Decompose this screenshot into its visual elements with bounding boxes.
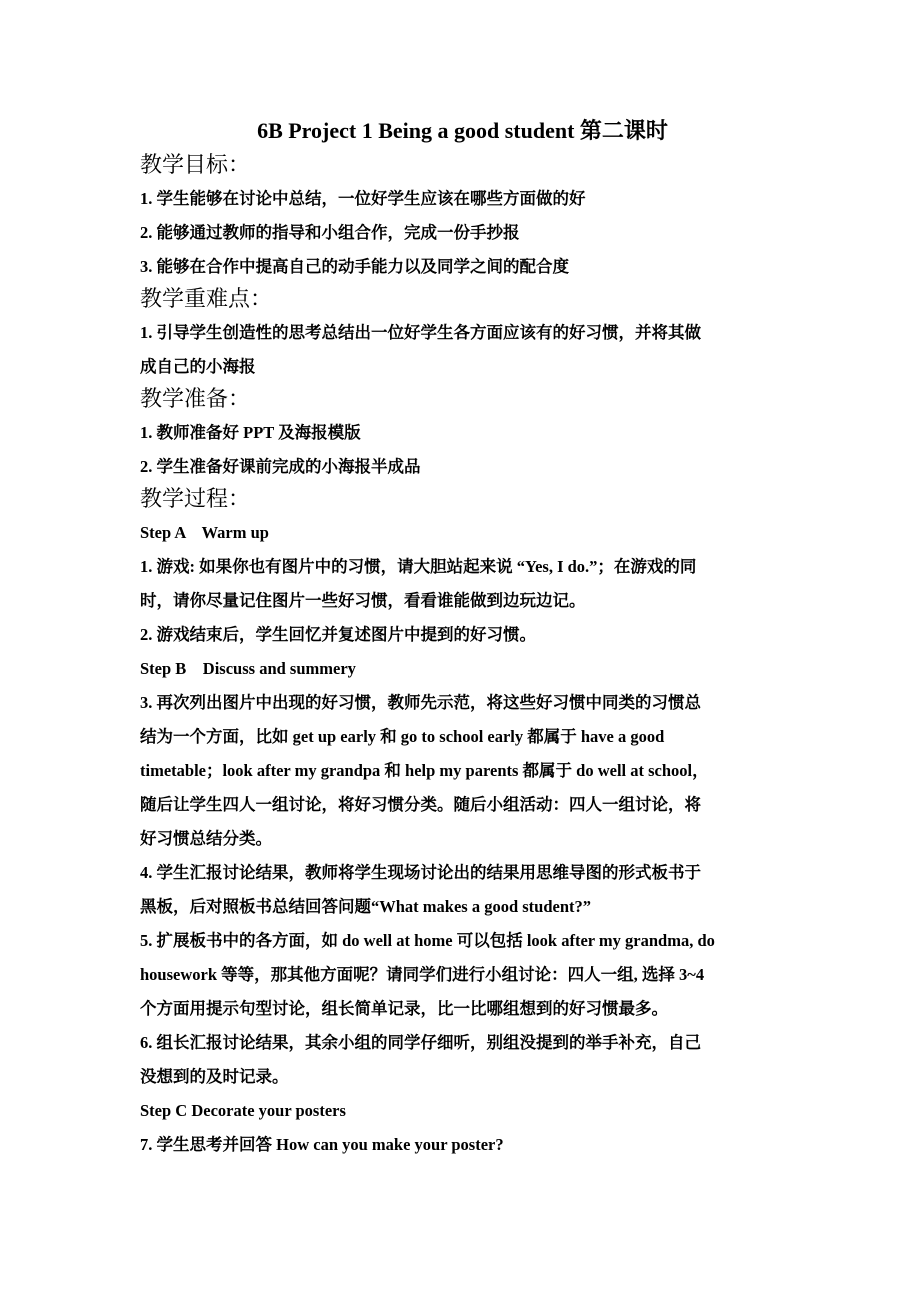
preparation-item: 1. 教师准备好 PPT 及海报模版 <box>140 423 361 442</box>
key-point-line: 成自己的小海报 <box>140 357 256 376</box>
objectives-heading: 教学目标： <box>140 153 251 178</box>
document-page <box>140 112 785 1162</box>
process-line: 没想到的及时记录。 <box>140 1067 289 1086</box>
process-line: 1. 游戏: 如果你也有图片中的习惯，请大胆站起来说 “Yes, I do.”；在游戏的同 <box>140 557 697 576</box>
process-line: 2. 游戏结束后，学生回忆并复述图片中提到的好习惯。 <box>140 625 536 644</box>
objective-item: 3. 能够在合作中提高自己的动手能力以及同学之间的配合度 <box>140 257 569 276</box>
key-point-line: 1. 引导学生创造性的思考总结出一位好学生各方面应该有的好习惯，并将其做 <box>140 323 701 342</box>
process-line: 好习惯总结分类。 <box>140 829 272 848</box>
step-c-heading: Step C Decorate your posters <box>140 1101 346 1120</box>
process-line: 4. 学生汇报讨论结果，教师将学生现场讨论出的结果用思维导图的形式板书于 <box>140 863 701 882</box>
objective-item: 2. 能够通过教师的指导和小组合作，完成一份手抄报 <box>140 223 520 242</box>
key-points-heading: 教学重难点： <box>140 287 273 312</box>
preparation-item: 2. 学生准备好课前完成的小海报半成品 <box>140 457 421 476</box>
process-line: 结为一个方面，比如 get up early 和 go to school early 都属于 have a good <box>140 727 665 746</box>
process-line: 个方面用提示句型讨论，组长简单记录，比一比哪组想到的好习惯最多。 <box>140 999 668 1018</box>
process-line: timetable；look after my grandpa 和 help my parents 都属于 do well at school， <box>140 761 709 780</box>
process-line: 随后让学生四人一组讨论，将好习惯分类。随后小组活动：四人一组讨论，将 <box>140 795 701 814</box>
process-line: 7. 学生思考并回答 How can you make your poster? <box>140 1135 504 1154</box>
process-heading: 教学过程： <box>140 487 251 512</box>
process-line: 时，请你尽量记住图片一些好习惯，看看谁能做到边玩边记。 <box>140 591 586 610</box>
preparation-heading: 教学准备： <box>140 387 251 412</box>
step-b-heading: Step B Discuss and summery <box>140 659 356 678</box>
process-line: 3. 再次列出图片中出现的好习惯，教师先示范，将这些好习惯中同类的习惯总 <box>140 693 701 712</box>
process-line: housework 等等，那其他方面呢？请同学们进行小组讨论：四人一组, 选择 3~4 <box>140 965 705 984</box>
document-title: 6B Project 1 Being a good student 第二课时 <box>257 118 668 143</box>
step-a-heading: Step A Warm up <box>140 523 269 542</box>
objective-item: 1. 学生能够在讨论中总结，一位好学生应该在哪些方面做的好 <box>140 189 586 208</box>
process-line: 6. 组长汇报讨论结果，其余小组的同学仔细听，别组没提到的举手补充，自己 <box>140 1033 701 1052</box>
process-line: 黑板，后对照板书总结回答问题“What makes a good student?” <box>140 897 592 916</box>
process-line: 5. 扩展板书中的各方面，如 do well at home 可以包括 look after my grandma, do <box>140 931 715 950</box>
